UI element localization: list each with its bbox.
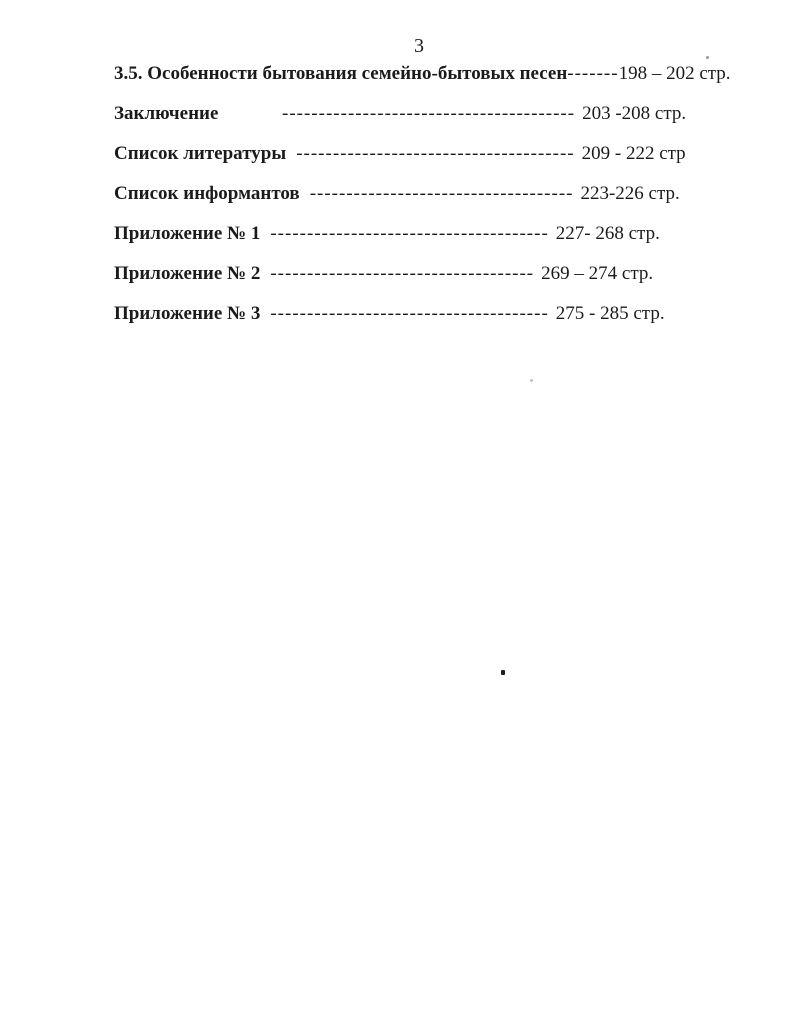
scan-speck [501, 670, 505, 675]
toc-entry-pages: 223-226 стр. [580, 183, 680, 204]
toc-entry-leader: ------------------------------------ [309, 183, 574, 204]
table-of-contents [114, 63, 731, 343]
toc-entry-pages: 203 -208 стр. [582, 103, 687, 124]
toc-entry-appendix-2 [114, 263, 714, 287]
toc-entry-leader: ------- [567, 63, 619, 84]
toc-entry-leader: ------------------------------------ [270, 263, 535, 284]
toc-entry-label: 3.5. Особенности бытования семейно-бытовых песен [114, 63, 568, 84]
toc-entry-pages: 269 – 274 стр. [541, 263, 654, 284]
toc-entry-appendix-3 [114, 303, 714, 327]
toc-entry-leader: -------------------------------------- [270, 223, 549, 244]
toc-entry-informants-list [114, 183, 714, 207]
toc-entry-leader: -------------------------------------- [270, 303, 549, 324]
scan-speck [530, 379, 533, 382]
toc-entry-conclusion [114, 103, 714, 127]
scan-speck [706, 56, 709, 59]
toc-entry-pages: 198 – 202 стр. [618, 63, 731, 84]
toc-entry-label: Список информантов [114, 183, 300, 204]
toc-entry-label: Приложение № 1 [114, 223, 261, 244]
toc-entry-appendix-1 [114, 223, 714, 247]
toc-entry-leader: -------------------------------------- [296, 143, 575, 164]
toc-entry-label: Приложение № 3 [114, 303, 261, 324]
toc-entry-section-3-5 [114, 63, 731, 87]
toc-entry-pages: 275 - 285 стр. [555, 303, 665, 324]
toc-entry-bibliography [114, 143, 714, 167]
toc-entry-label: Приложение № 2 [114, 263, 261, 284]
toc-entry-label: Список литературы [114, 143, 287, 164]
toc-entry-label: Заключение [114, 103, 219, 124]
page-number: 3 [414, 35, 424, 57]
toc-entry-leader: ---------------------------------------- [282, 103, 576, 124]
toc-entry-pages: 209 - 222 стр [581, 143, 686, 164]
toc-entry-pages: 227- 268 стр. [555, 223, 660, 244]
